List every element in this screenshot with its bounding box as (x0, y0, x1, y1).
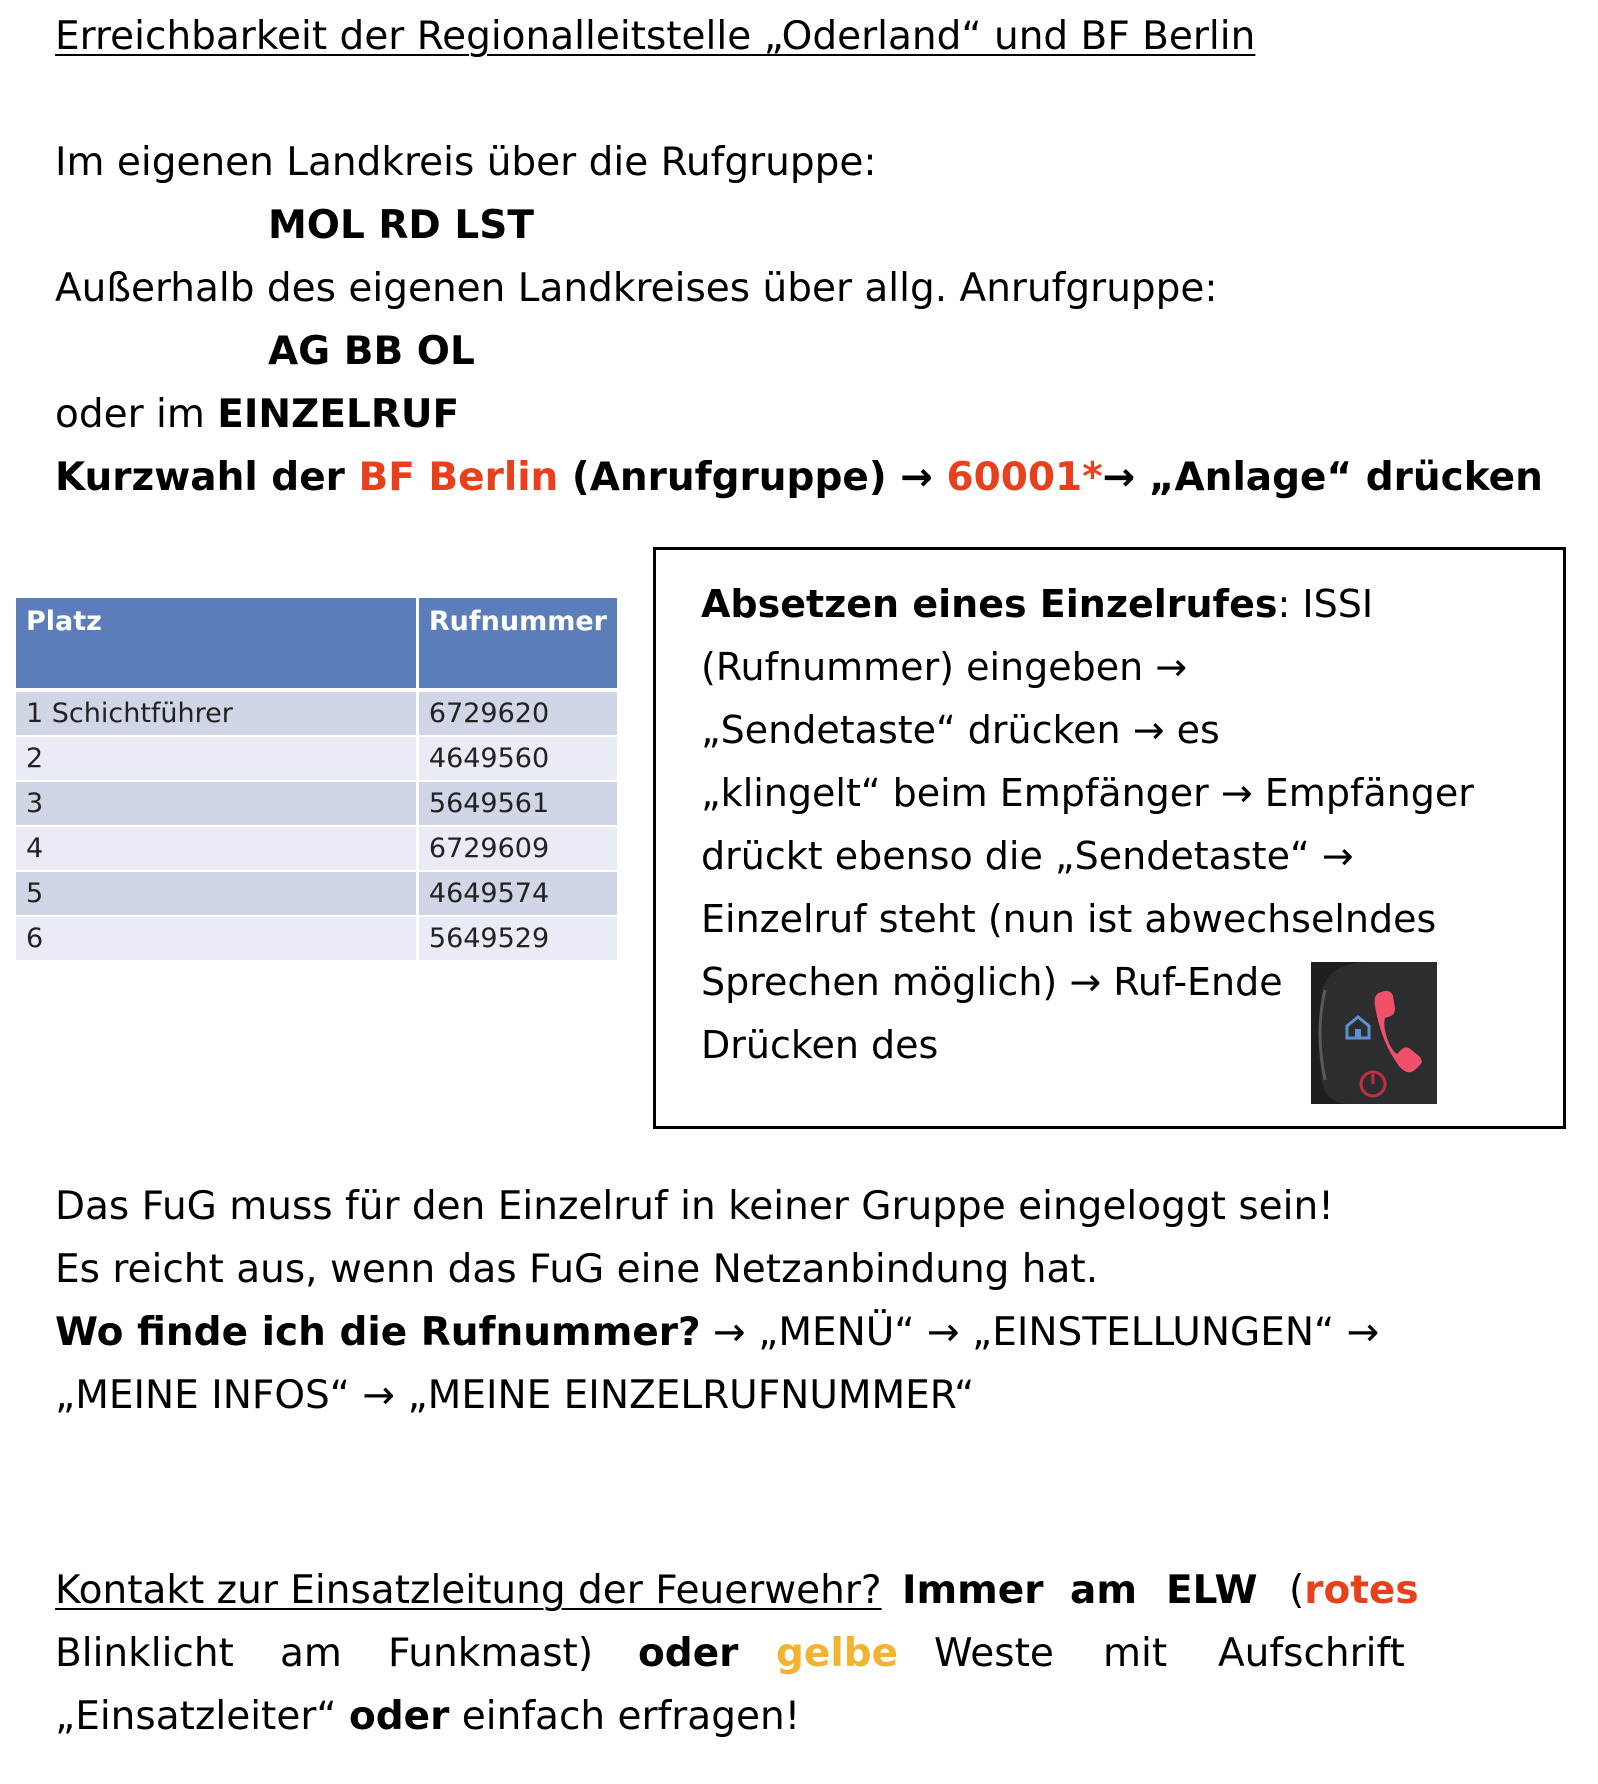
single-call-label: EINZELRUF (217, 392, 460, 437)
rufnummer-cell: 4649560 (417, 736, 618, 781)
arrow-icon: → (1220, 771, 1253, 815)
box-title-rest: : ISSI (1277, 582, 1374, 626)
contact-word: Blinklicht (55, 1631, 234, 1676)
single-call-prefix: oder im (55, 392, 218, 437)
box-line-7 (701, 960, 1283, 1006)
outside-district-text: Außerhalb des eigenen Landkreises über allg. Anrufgruppe: (55, 266, 1218, 311)
box-title: Absetzen eines Einzelrufes (701, 582, 1278, 626)
contact-word: am (1070, 1568, 1137, 1613)
speed-dial-prefix: Kurzwahl der (55, 455, 359, 500)
menu-path: „MEINE EINZELRUFNUMMER“ (395, 1373, 975, 1418)
menu-path: „EINSTELLUNGEN“ (959, 1310, 1347, 1355)
box-text: „Sendetaste“ drücken (701, 708, 1133, 752)
arrow-icon: → (1321, 834, 1354, 878)
box-line-8 (701, 1023, 938, 1069)
column-header-rufnummer: Rufnummer (417, 598, 618, 690)
yellow-word: gelbe (776, 1631, 899, 1676)
rufnummer-cell: 4649574 (417, 871, 618, 916)
table-row (16, 916, 619, 961)
box-text: Sprechen möglich) (701, 960, 1070, 1004)
red-word: rotes (1304, 1568, 1419, 1613)
platz-cell: 1 Schichtführer (16, 690, 417, 736)
box-text: Drücken des (701, 1023, 939, 1067)
arrow-icon: → (1069, 960, 1102, 1004)
box-text: „klingelt“ beim Empfänger (701, 771, 1221, 815)
phone-end-button-icon (1311, 962, 1437, 1104)
box-line-2 (701, 645, 1187, 691)
rufnummer-cell: 6729609 (417, 826, 618, 871)
table-header-row (16, 598, 619, 690)
contact-line-3 (55, 1694, 800, 1741)
contact-line-1 (55, 1568, 882, 1615)
rufnummer-cell: 6729620 (417, 690, 618, 736)
arrow-icon: → (713, 1310, 746, 1355)
speed-dial-action: „Anlage“ drücken (1135, 455, 1543, 500)
arrow-icon: → (1132, 708, 1165, 752)
phone-number-table (16, 598, 620, 962)
arrow-icon: → (900, 455, 933, 500)
box-text: Empfänger (1252, 771, 1474, 815)
contact-word: ELW (1166, 1568, 1258, 1613)
box-text: Ruf-Ende (1101, 960, 1283, 1004)
speed-dial-number: 60001* (946, 455, 1103, 500)
contact-word: oder (638, 1631, 739, 1676)
table-row (16, 781, 619, 826)
single-call-instructions-box (653, 547, 1566, 1129)
arrow-icon: → (362, 1373, 396, 1418)
box-text: drückt ebenso die „Sendetaste“ (701, 834, 1322, 878)
own-district-text: Im eigenen Landkreis über die Rufgruppe: (55, 140, 877, 185)
table-row (16, 871, 619, 916)
contact-text: einfach erfragen! (449, 1694, 801, 1739)
where-number-question: Wo finde ich die Rufnummer? (55, 1310, 701, 1355)
where-number-line-2 (55, 1373, 974, 1420)
platz-cell: 6 (16, 916, 417, 961)
box-line-4 (701, 771, 1474, 817)
note-no-group-needed: Das FuG muss für den Einzelruf in keiner Gruppe eingeloggt sein! (55, 1184, 1334, 1229)
box-line-6 (701, 897, 1436, 943)
platz-cell: 4 (16, 826, 417, 871)
contact-word (1289, 1568, 1419, 1615)
speed-dial-line (55, 455, 1543, 502)
outside-group-name: AG BB OL (268, 329, 475, 374)
column-header-platz: Platz (16, 598, 417, 690)
own-group-name: MOL RD LST (268, 203, 534, 248)
paren-open: ( (1289, 1568, 1305, 1613)
box-text: (Rufnummer) eingeben (701, 645, 1156, 689)
contact-word: Funkmast) (388, 1631, 594, 1676)
contact-word: Weste (934, 1631, 1054, 1676)
contact-question: Kontakt zur Einsatzleitung der Feuerwehr? (55, 1568, 882, 1613)
contact-oder: oder (348, 1694, 450, 1739)
table-row (16, 826, 619, 871)
menu-path: „MEINE INFOS“ (55, 1373, 363, 1418)
box-line-3 (701, 708, 1220, 754)
contact-word: mit (1103, 1631, 1168, 1676)
contact-word: Immer (902, 1568, 1044, 1613)
contact-word: Aufschrift (1218, 1631, 1405, 1676)
menu-path: „MENÜ“ (745, 1310, 927, 1355)
note-network-sufficient: Es reicht aus, wenn das FuG eine Netzanbindung hat. (55, 1247, 1099, 1292)
table-row (16, 736, 619, 781)
box-line-5 (701, 834, 1354, 880)
box-text: Einzelruf steht (nun ist abwechselndes (701, 897, 1437, 941)
rufnummer-cell: 5649561 (417, 781, 618, 826)
arrow-icon: → (926, 1310, 960, 1355)
contact-text: „Einsatzleiter“ (55, 1694, 349, 1739)
contact-word: am (280, 1631, 342, 1676)
arrow-icon: → (1346, 1310, 1380, 1355)
rufnummer-cell: 5649529 (417, 916, 618, 961)
arrow-icon: → (1102, 455, 1136, 500)
platz-cell: 3 (16, 781, 417, 826)
arrow-icon: → (1155, 645, 1188, 689)
speed-dial-group: (Anrufgruppe) (558, 455, 901, 500)
box-text: es (1164, 708, 1220, 752)
platz-cell: 5 (16, 871, 417, 916)
box-line-1 (701, 582, 1373, 628)
speed-dial-bf: BF Berlin (358, 455, 559, 500)
table-row (16, 690, 619, 736)
page-heading: Erreichbarkeit der Regionalleitstelle „Oderland“ und BF Berlin (55, 14, 1256, 59)
single-call-line (55, 392, 459, 439)
where-number-line-1 (55, 1310, 1379, 1357)
platz-cell: 2 (16, 736, 417, 781)
